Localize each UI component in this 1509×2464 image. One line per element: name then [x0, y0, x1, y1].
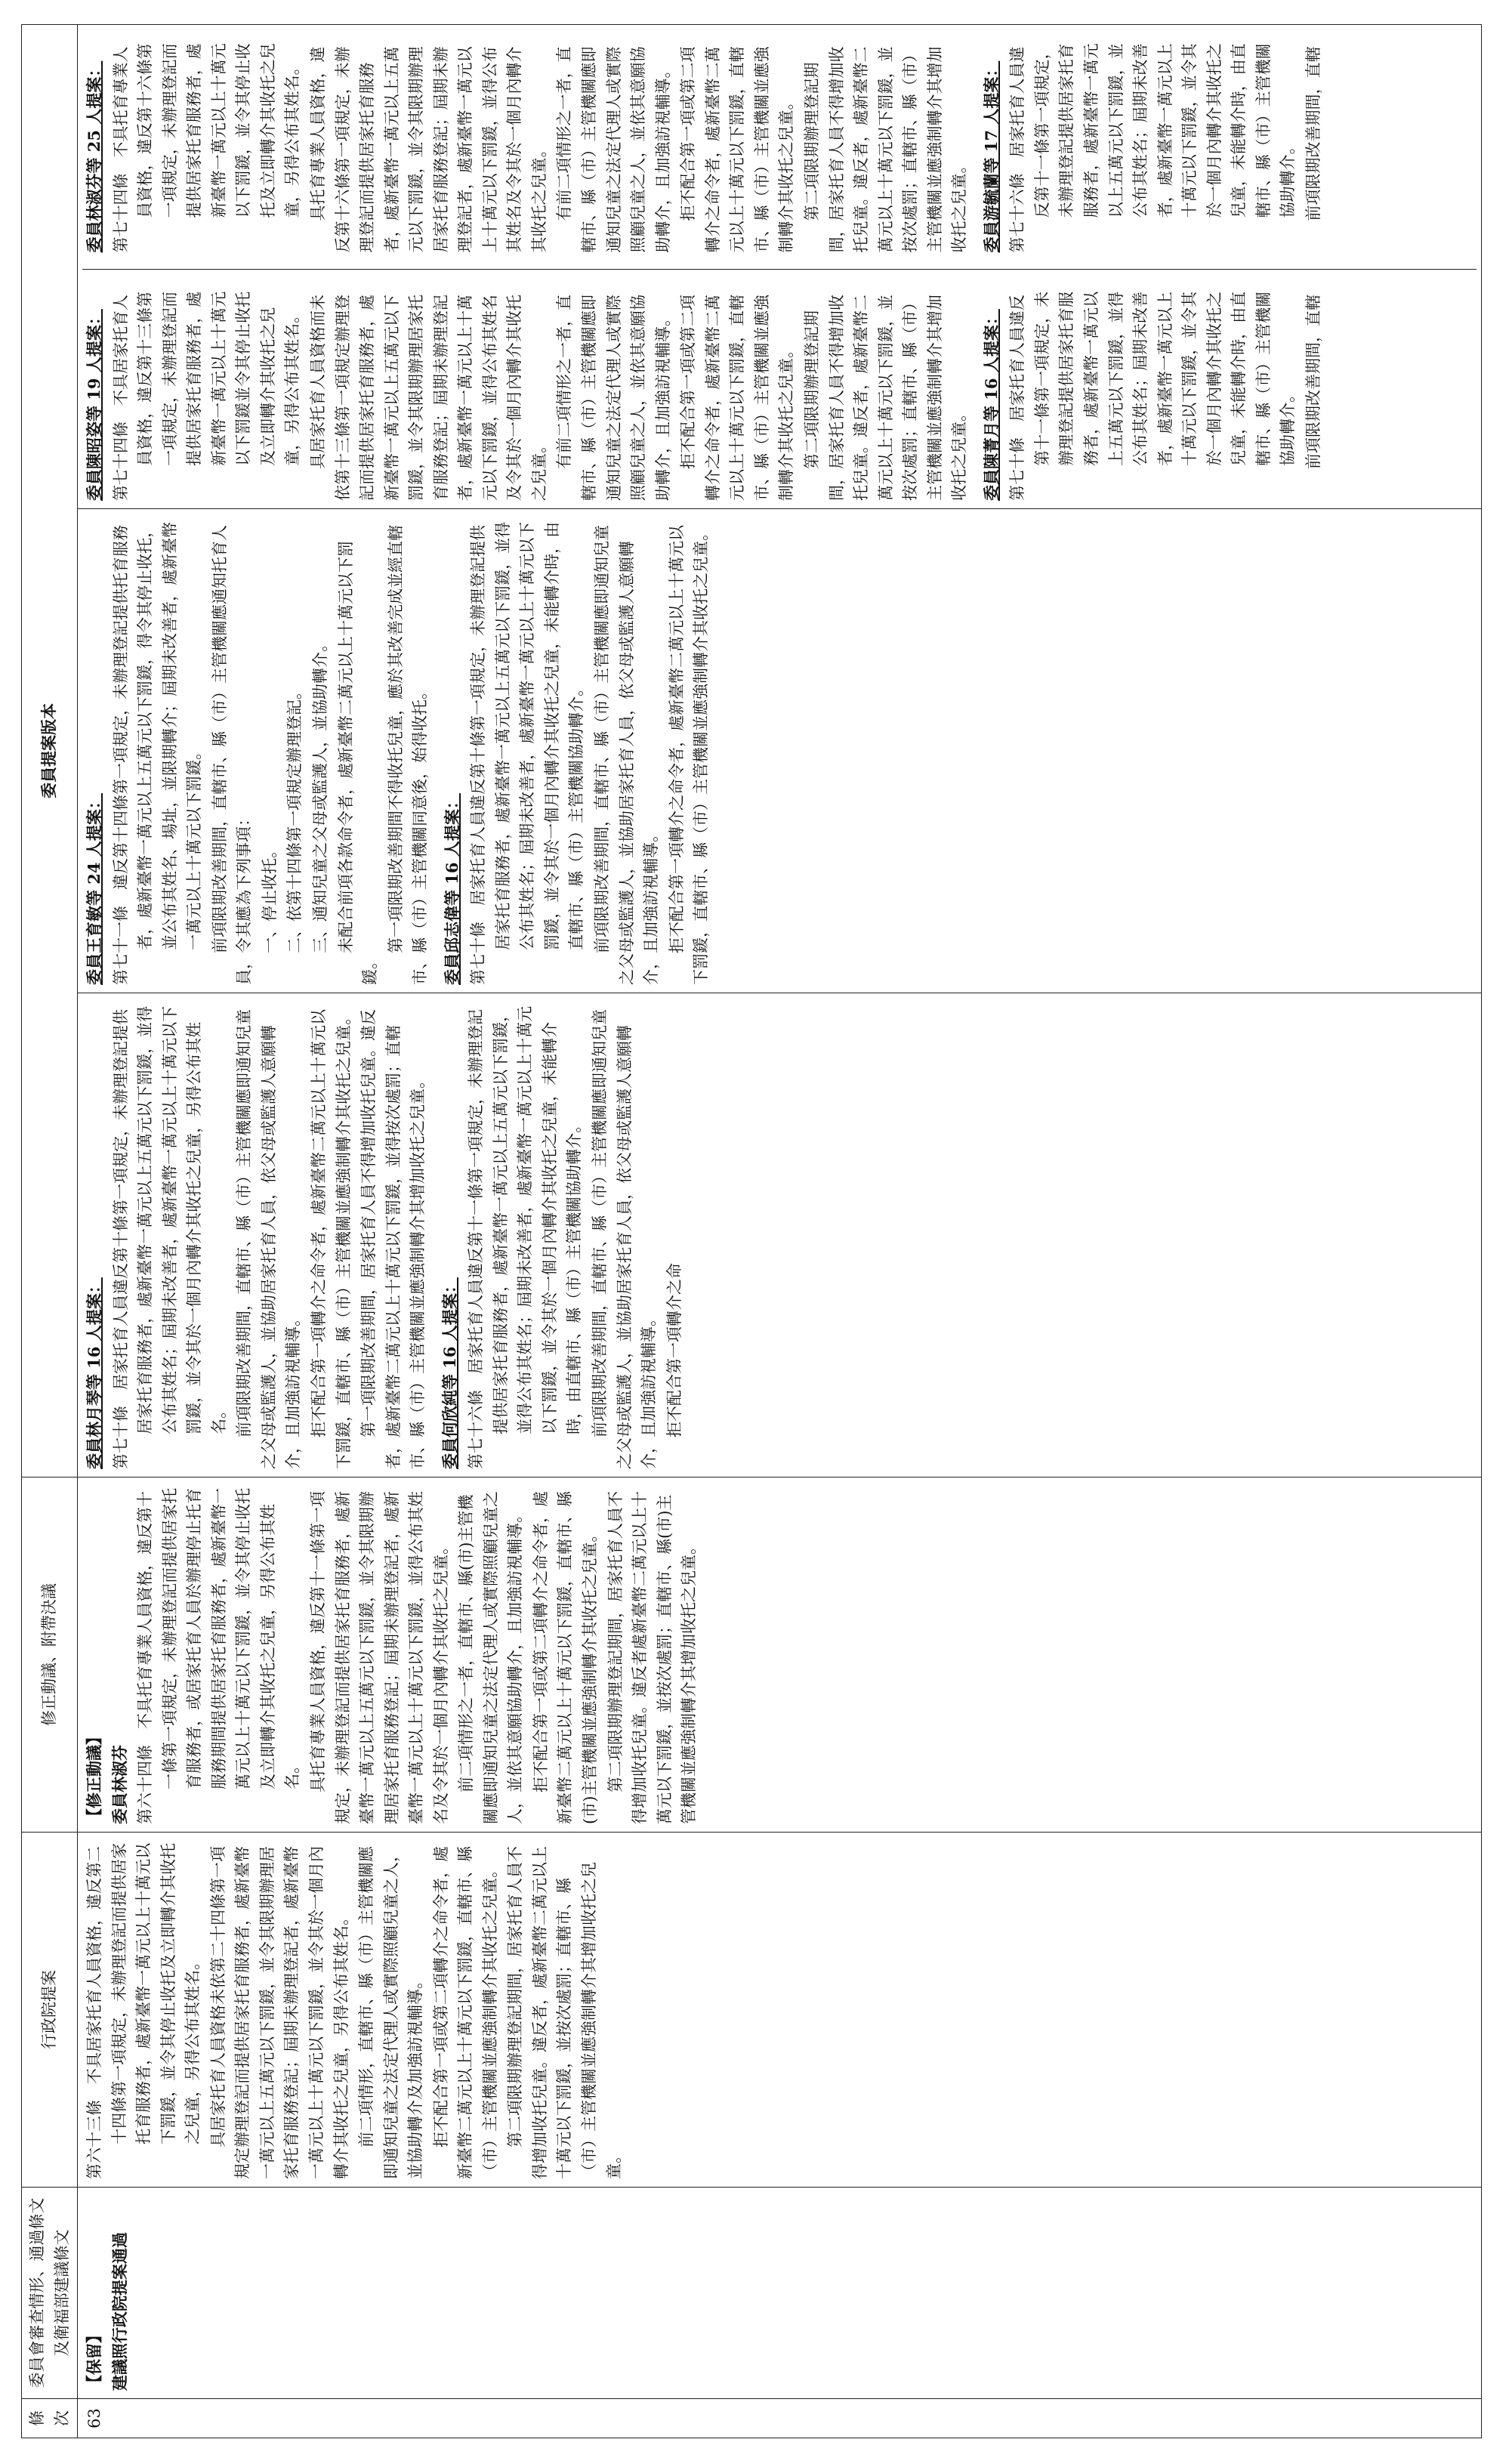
proposal-para: 二、依第十四條第一項規定辦理登記。	[285, 684, 304, 953]
header-no: 條次	[22, 2399, 78, 2438]
header-committee: 委員提案版本	[22, 25, 78, 1477]
proposal-chen-jingyue	[980, 281, 1326, 502]
status-tag: 【保留】	[85, 2327, 104, 2391]
amend-para-2: 前二項情形之一者，直轄市、縣(市)主管機關應即通知兒童之法定代理人或實際照顧兒童之人，並依其意願協助轉介，且加強訪視輔導。	[457, 1491, 525, 1824]
proposal-title: 委員陳昭姿等 19 人提案：	[85, 309, 104, 501]
proposal-para: 三、通知兒童之父母或監護人，並協助轉介。	[311, 636, 330, 953]
proposal-para: 拒不配合第一項或第二項轉介之命令者，處新臺幣二萬元以上十萬元以下罰鍰，直轄市、縣（市）主管機關並應強制轉介其收托之兒童。	[679, 46, 796, 253]
header-exec: 行政院提案	[22, 1833, 78, 2188]
proposal-para: 第七十條 居家托育人員違反第十一條第一項規定，未辦理登記提供居家托育服務者，處新臺幣一萬元以上五萬元以下罰鍰，並得公布其姓名；屆期未改善者，處新臺幣一萬元以上十萬元以下罰鍰，並令其於一個月內轉介其收托之兒童，未能轉介時，由直轄市、縣（市）主管機關協助轉介。	[1008, 291, 1298, 501]
status-text: 建議照行政院提案通過	[110, 2232, 129, 2391]
status-cell	[78, 2188, 1482, 2399]
proposal-title: 委員陳菁月等 16 人提案：	[981, 309, 1001, 501]
proposal-para: 第一項限期改善期間不得收托兒童，應於其改善完成並經直轄市、縣（市）主管機關同意後，始得收托。	[386, 525, 430, 985]
proposal-para: 前項限期改善期間，直轄	[1304, 295, 1322, 469]
proposal-para: 前項限期改善期間，直轄市、縣（市）主管機關應通知托育人員，令其應為下列事項：	[210, 525, 254, 985]
proposal-para: 第二項限期辦理登記期間，居家托育人員不得增加收托兒童。違反者，處新臺幣二萬元以上十萬元以下罰鍰，並按次處罰；直轄市、縣（市）主管機關並應強制轉介其增加收托之兒童。	[802, 295, 969, 501]
committee-col-3b	[82, 32, 1477, 253]
proposal-para: 拒不配合第一項轉介之命令者，處新臺幣二萬元以上十萬元以下罰鍰，直轄市、縣（市）主管機關並應強制轉介其收托之兒童。	[310, 1009, 353, 1469]
proposal-para: 第七十四條 不具居家托育人員資格，違反第十三條第一項規定，未辦理登記而提供居家托育服務者，處新臺幣一萬元以上十萬元以下罰鍰並令其停止收托及立即轉介其收托之兒童，另得公布其姓名。	[111, 291, 302, 501]
proposal-para: 第七十一條 違反第十四條第一項規定，未辦理登記提供托育服務者，處新臺幣一萬元以上五萬元以下罰鍰，得令其停止收托，並公布其姓名、場址，並限期轉介；屆期未改善者，處新臺幣一萬元以上十萬元以下罰鍰。	[111, 521, 204, 985]
proposal-para: 第七十六條 居家托育人員違反第十一條第一項規定，未辦理登記提供居家托育服務者，處新臺幣一萬元以上五萬元以下罰鍰，並得公布其姓名；屆期未改善者，處新臺幣一萬元以上十萬元以下罰鍰，並令其於一個月內轉介其收托之兒童，未能轉介時，由直轄市、縣（市）主管機關協助轉介。	[467, 1005, 584, 1469]
header-status: 委員會審查情形、通過條文及衛福部建議條文	[22, 2188, 78, 2399]
proposal-para: 第七十條 居家托育人員違反第十條第一項規定，未辦理登記提供居家托育服務者，處新臺幣一萬元以上五萬元以下罰鍰，並得公布其姓名；屆期未改善者，處新臺幣一萬元以上十萬元以下罰鍰，並令其於一個月內轉介其收托之兒童，未能轉介時，由直轄市、縣（市）主管機關協助轉介。	[469, 521, 586, 985]
proposal-para: 拒不配合第一項轉介之命	[665, 1263, 684, 1437]
exec-para-2: 前二項情形，直轄市、縣（市）主管機關應即通知兒童之法定代理人或實際照顧兒童之人，並協助轉介及加強訪視輔導。	[357, 1846, 425, 2179]
proposal-para: 第一項限期改善期間，居家托育人員不得增加收托兒童。違反者，處新臺幣二萬元以上十萬元以下罰鍰，並得按次處罰；直轄市、縣（市）主管機關並應強制轉介其增加收托之兒童。	[360, 1009, 427, 1469]
proposal-title: 委員邱志偉等 16 人提案：	[442, 793, 461, 985]
proposal-chen-zhaozi	[82, 281, 972, 502]
proposal-para: 未配合前項各款命令者，處新臺幣二萬元以上十萬元以下罰鍰。	[336, 541, 380, 985]
proposal-para: 第二項限期辦理登記期間，居家托育人員不得增加收托兒童。違反者，處新臺幣二萬元以上十萬元以下罰鍰，並按次處罰；直轄市、縣（市）主管機關並應強制轉介其增加收托之兒童。	[802, 46, 969, 253]
proposal-qiu-zhiwei	[440, 517, 714, 985]
exec-para-1: 具居家托育人員資格未依第二十四條第一項規定辦理登記而提供居家托育服務者，處新臺幣一萬元以上五萬元以下罰鍰，並令其限期辦理居家托育服務登記；屆期未辦理登記者，處新臺幣一萬元以上十萬元以下罰鍰，並令其於一個月內轉介其收托之兒童，另得公布其姓名。	[208, 1846, 350, 2179]
amend-para-0: 第六十四條 不具托育專業人員資格，違反第十一條第一項規定，未辦理登記而提供居家托育服務者，或居家托育人員於辦理停止托育服務期間提供居家托育服務者，處新臺幣一萬元以上十萬元以下罰鍰，並令其停止收托及立即轉介其收托之兒童，另得公布其姓名。	[136, 1487, 302, 1824]
row-number: 63	[78, 2399, 1482, 2438]
proposal-para: 第七十條 居家托育人員違反第十條第一項規定，未辦理登記提供居家托育服務者，處新臺幣一萬元以上五萬元以下罰鍰，並得公布其姓名；屆期未改善者，處新臺幣一萬元以上十萬元以下罰鍰，並令其於一個月內轉介其收托之兒童，另得公布其姓名。	[111, 1005, 228, 1469]
exec-cell	[78, 1833, 1482, 2188]
exec-para-0: 第六十三條 不具居家托育人員資格，違反第二十四條第一項規定，未辦理登記而提供居家托育服務者，處新臺幣一萬元以上十萬元以下罰鍰，並令其停止收托及立即轉介其收托之兒童，另得公布其姓名。	[85, 1842, 202, 2179]
proposal-para: 拒不配合第一項轉介之命令者，處新臺幣二萬元以上十萬元以下罰鍰，直轄市、縣（市）主管機關並應強制轉介其收托之兒童。	[667, 525, 711, 985]
proposal-para: 前項限期改善期間，直轄	[1304, 46, 1322, 221]
amend-tag: 【修正動議】	[85, 1729, 104, 1824]
proposal-title: 委員何欣純等 16 人提案：	[440, 1277, 459, 1469]
header-amend: 修正動議、附帶決議	[22, 1477, 78, 1833]
proposal-para: 具托育專業人員資格，違反第十六條第一項規定，未辦理登記而提供居家托育服務者，處新臺幣一萬元以上五萬元以下罰鍰，並令其限期辦理居家托育服務登記；屆期未辦理登記者，處新臺幣一萬元以上十萬元以下罰鍰，並得公布其姓名及令其於一個月內轉介其收托之兒童。	[309, 46, 548, 253]
committee-split	[82, 32, 1477, 501]
proposal-para: 前項限期改善期間，直轄市、縣（市）主管機關應即通知兒童之父母或監護人，並協助居家托育人員，依父母或監護人意願轉介，且加強訪視輔導。	[593, 525, 661, 985]
committee-col-1	[78, 993, 1482, 1477]
proposal-lin-yueqin	[82, 1001, 430, 1469]
comparison-table	[21, 24, 1482, 2438]
proposal-you-yulan	[980, 32, 1326, 253]
proposal-para: 第七十六條 居家托育人員違反第十一條第一項規定，未辦理登記提供居家托育服務者，處新臺幣一萬元以上五萬元以下罰鍰，並公布其姓名；屆期未改善者，處新臺幣一萬元以上十萬元以下罰鍰，並令其於一個月內轉介其收托之兒童，未能轉介時，由直轄市、縣（市）主管機關協助轉介。	[1008, 43, 1298, 253]
proposal-he-xinchun	[438, 1001, 687, 1469]
proposal-title: 委員游毓蘭等 17 人提案：	[981, 60, 1001, 253]
amend-who: 委員林淑芬	[110, 1745, 129, 1824]
proposal-para: 有前二項情形之一者，直轄市、縣（市）主管機關應即通知兒童之法定代理人或實際照顧兒童之人，並依其意願協助轉介，且加強訪視輔導。	[555, 295, 672, 501]
proposal-para: 第七十四條 不具托育專業人員資格，違反第十六條第一項規定，未辦理登記而提供居家托育服務者，處新臺幣一萬元以上十萬元以下罰鍰，並令其停止收托及立即轉介其收托之兒童，另得公布其姓名。	[111, 43, 302, 253]
proposal-para: 前項限期改善期間，直轄市、縣（市）主管機關應即通知兒童之父母或監護人，並協助居家托育人員，依父母或監護人意願轉介，且加強訪視輔導。	[591, 1009, 659, 1469]
exec-para-4: 第二項限期辦理登記期間，居家托育人員不得增加收托兒童。違反者，處新臺幣二萬元以上十萬元以下罰鍰，並按次處罰；直轄市、縣（市）主管機關並應強制轉介其增加收托之兒童。	[506, 1846, 623, 2179]
amend-para-4: 第二項限期辦理登記期間，居家托育人員不得增加收托兒童。違反者處新臺幣二萬元以上十萬元以下罰鍰，並按次處罰；直轄市、縣(市)主管機關並應強制轉介其增加收托之兒童。	[606, 1491, 699, 1824]
proposal-wang-yumin	[82, 517, 433, 985]
amend-para-1: 具托育專業人員資格，違反第十一條第一項規定，未辦理登記而提供居家托育服務者，處新臺幣一萬元以上五萬元以下罰鍰，並令其限期辦理居家托育服務登記；屆期未辦理登記者，處新臺幣一萬元以上十萬元以下罰鍰，並得公布其姓名及令其於一個月內轉介其收托之兒童。	[309, 1491, 450, 1824]
proposal-para: 有前二項情形之一者，直轄市、縣（市）主管機關應即通知兒童之法定代理人或實際照顧兒童之人，並依其意願協助轉介，且加強訪視輔導。	[555, 46, 672, 253]
proposal-title: 委員王育敏等 24 人提案：	[85, 793, 104, 985]
proposal-para: 具居家托育人員資格而未依第十三條第一項規定辦理登記而提供居家托育服務者，處新臺幣一萬元以上五萬元以下罰鍰，並令其限期辦理居家托育服務登記；屆期未辦理登記者，處新臺幣一萬元以上十萬元以下罰鍰，並得公布其姓名及令其於一個月內轉介其收托之兒童。	[309, 295, 548, 501]
proposal-para: 前項限期改善期間，直轄市、縣（市）主管機關應即通知兒童之父母或監護人，並協助居家托育人員，依父母或監護人意願轉介，且加強訪視輔導。	[235, 1009, 303, 1469]
committee-col-2	[78, 509, 1482, 993]
committee-col-3	[78, 25, 1482, 509]
proposal-para: 一、停止收托。	[260, 842, 279, 953]
amend-cell	[78, 1477, 1482, 1833]
proposal-title: 委員林淑芬等 25 人提案：	[85, 60, 104, 253]
committee-col-3a	[82, 270, 1477, 502]
proposal-lin-shufen	[82, 32, 972, 253]
proposal-title: 委員林月琴等 16 人提案：	[85, 1277, 104, 1469]
exec-para-3: 拒不配合第一項或第二項轉介之命令者，處新臺幣二萬元以上十萬元以下罰鍰，直轄市、縣（市）主管機關並應強制轉介其收托之兒童。	[431, 1846, 499, 2179]
amend-para-3: 拒不配合第一項或第二項轉介之命令者，處新臺幣二萬元以上十萬元以下罰鍰，直轄市、縣(市)主管機關並應強制轉介其收托之兒童。	[531, 1491, 600, 1824]
proposal-para: 拒不配合第一項或第二項轉介之命令者，處新臺幣二萬元以上十萬元以下罰鍰，直轄市、縣（市）主管機關並應強制轉介其收托之兒童。	[679, 295, 796, 501]
